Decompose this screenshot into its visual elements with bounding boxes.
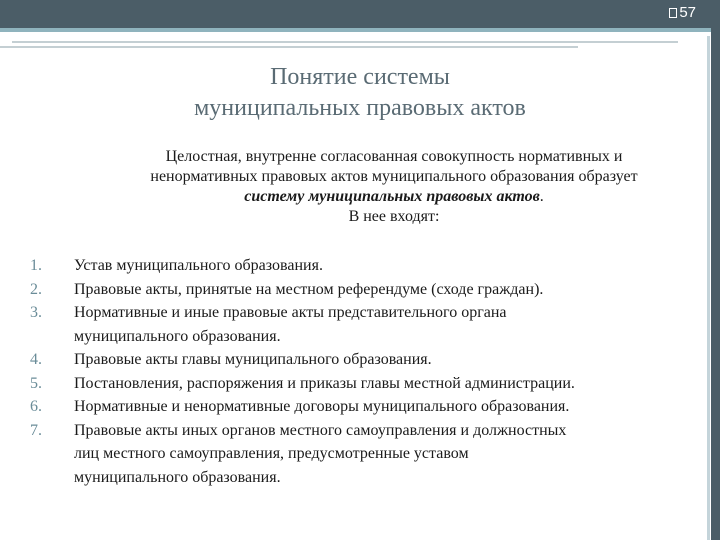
list-item-text (74, 301, 720, 348)
list-item-text (74, 348, 720, 372)
intro-paragraph (78, 147, 710, 227)
list-item-number: 6. (30, 398, 42, 415)
title-line: муниципальных правовых актов (194, 95, 526, 121)
slide-title (120, 62, 600, 124)
header-bar (0, 0, 720, 28)
list-item-text (74, 254, 720, 278)
square-bullet-icon (669, 8, 677, 18)
list-item-line: муниципального образования. (74, 327, 281, 345)
list-item-line: Нормативные и иные правовые акты представительного органа (74, 304, 507, 321)
numbered-list (30, 254, 720, 489)
header-accent-line (0, 28, 720, 32)
list-item (30, 278, 720, 302)
list-item-number: 5. (30, 374, 42, 392)
slide-number-text: 57 (679, 4, 696, 21)
intro-line: ненормативных правовых актов муниципального образования образует (150, 168, 638, 185)
list-item-line: Постановления, распоряжения и приказы главы местной администрации. (74, 374, 575, 392)
decorative-line (12, 41, 678, 43)
list-item-text (74, 278, 720, 302)
list-item-number: 1. (30, 257, 42, 274)
list-item-text (74, 419, 720, 490)
title-line: Понятие системы (270, 64, 450, 90)
list-item-number: 4. (30, 351, 42, 368)
list-item (30, 348, 720, 372)
list-item-line: Правовые акты главы муниципального образования. (74, 351, 432, 368)
list-item (30, 254, 720, 278)
intro-line-emphasis (78, 187, 710, 207)
list-item-line: Правовые акты иных органов местного самоуправления и должностных (74, 421, 567, 439)
list-item-number: 7. (30, 421, 42, 439)
decorative-line (0, 46, 578, 48)
list-item-text (74, 395, 720, 419)
intro-emphasis-tail: . (539, 188, 544, 205)
list-item-line: Устав муниципального образования. (74, 257, 323, 274)
list-item (30, 419, 720, 490)
list-item-line: лиц местного самоуправления, предусмотренные уставом (74, 445, 469, 462)
list-item-line: Правовые акты, принятые на местном референдуме (сходе граждан). (74, 280, 544, 298)
intro-line: Целостная, внутренне согласованная совокупность нормативных и (165, 148, 623, 165)
list-item (30, 301, 720, 348)
list-item-line: муниципального образования. (74, 468, 281, 486)
slide-number (669, 4, 696, 21)
list-item (30, 395, 720, 419)
list-item-text (74, 372, 720, 396)
list-item-line: Нормативные и ненормативные договоры муниципального образования. (74, 398, 570, 415)
list-item (30, 372, 720, 396)
intro-emphasis: систему муниципальных правовых актов (244, 188, 540, 205)
list-item-number: 2. (30, 280, 42, 298)
list-item-number: 3. (30, 304, 42, 321)
intro-line: В нее входят: (348, 208, 440, 225)
